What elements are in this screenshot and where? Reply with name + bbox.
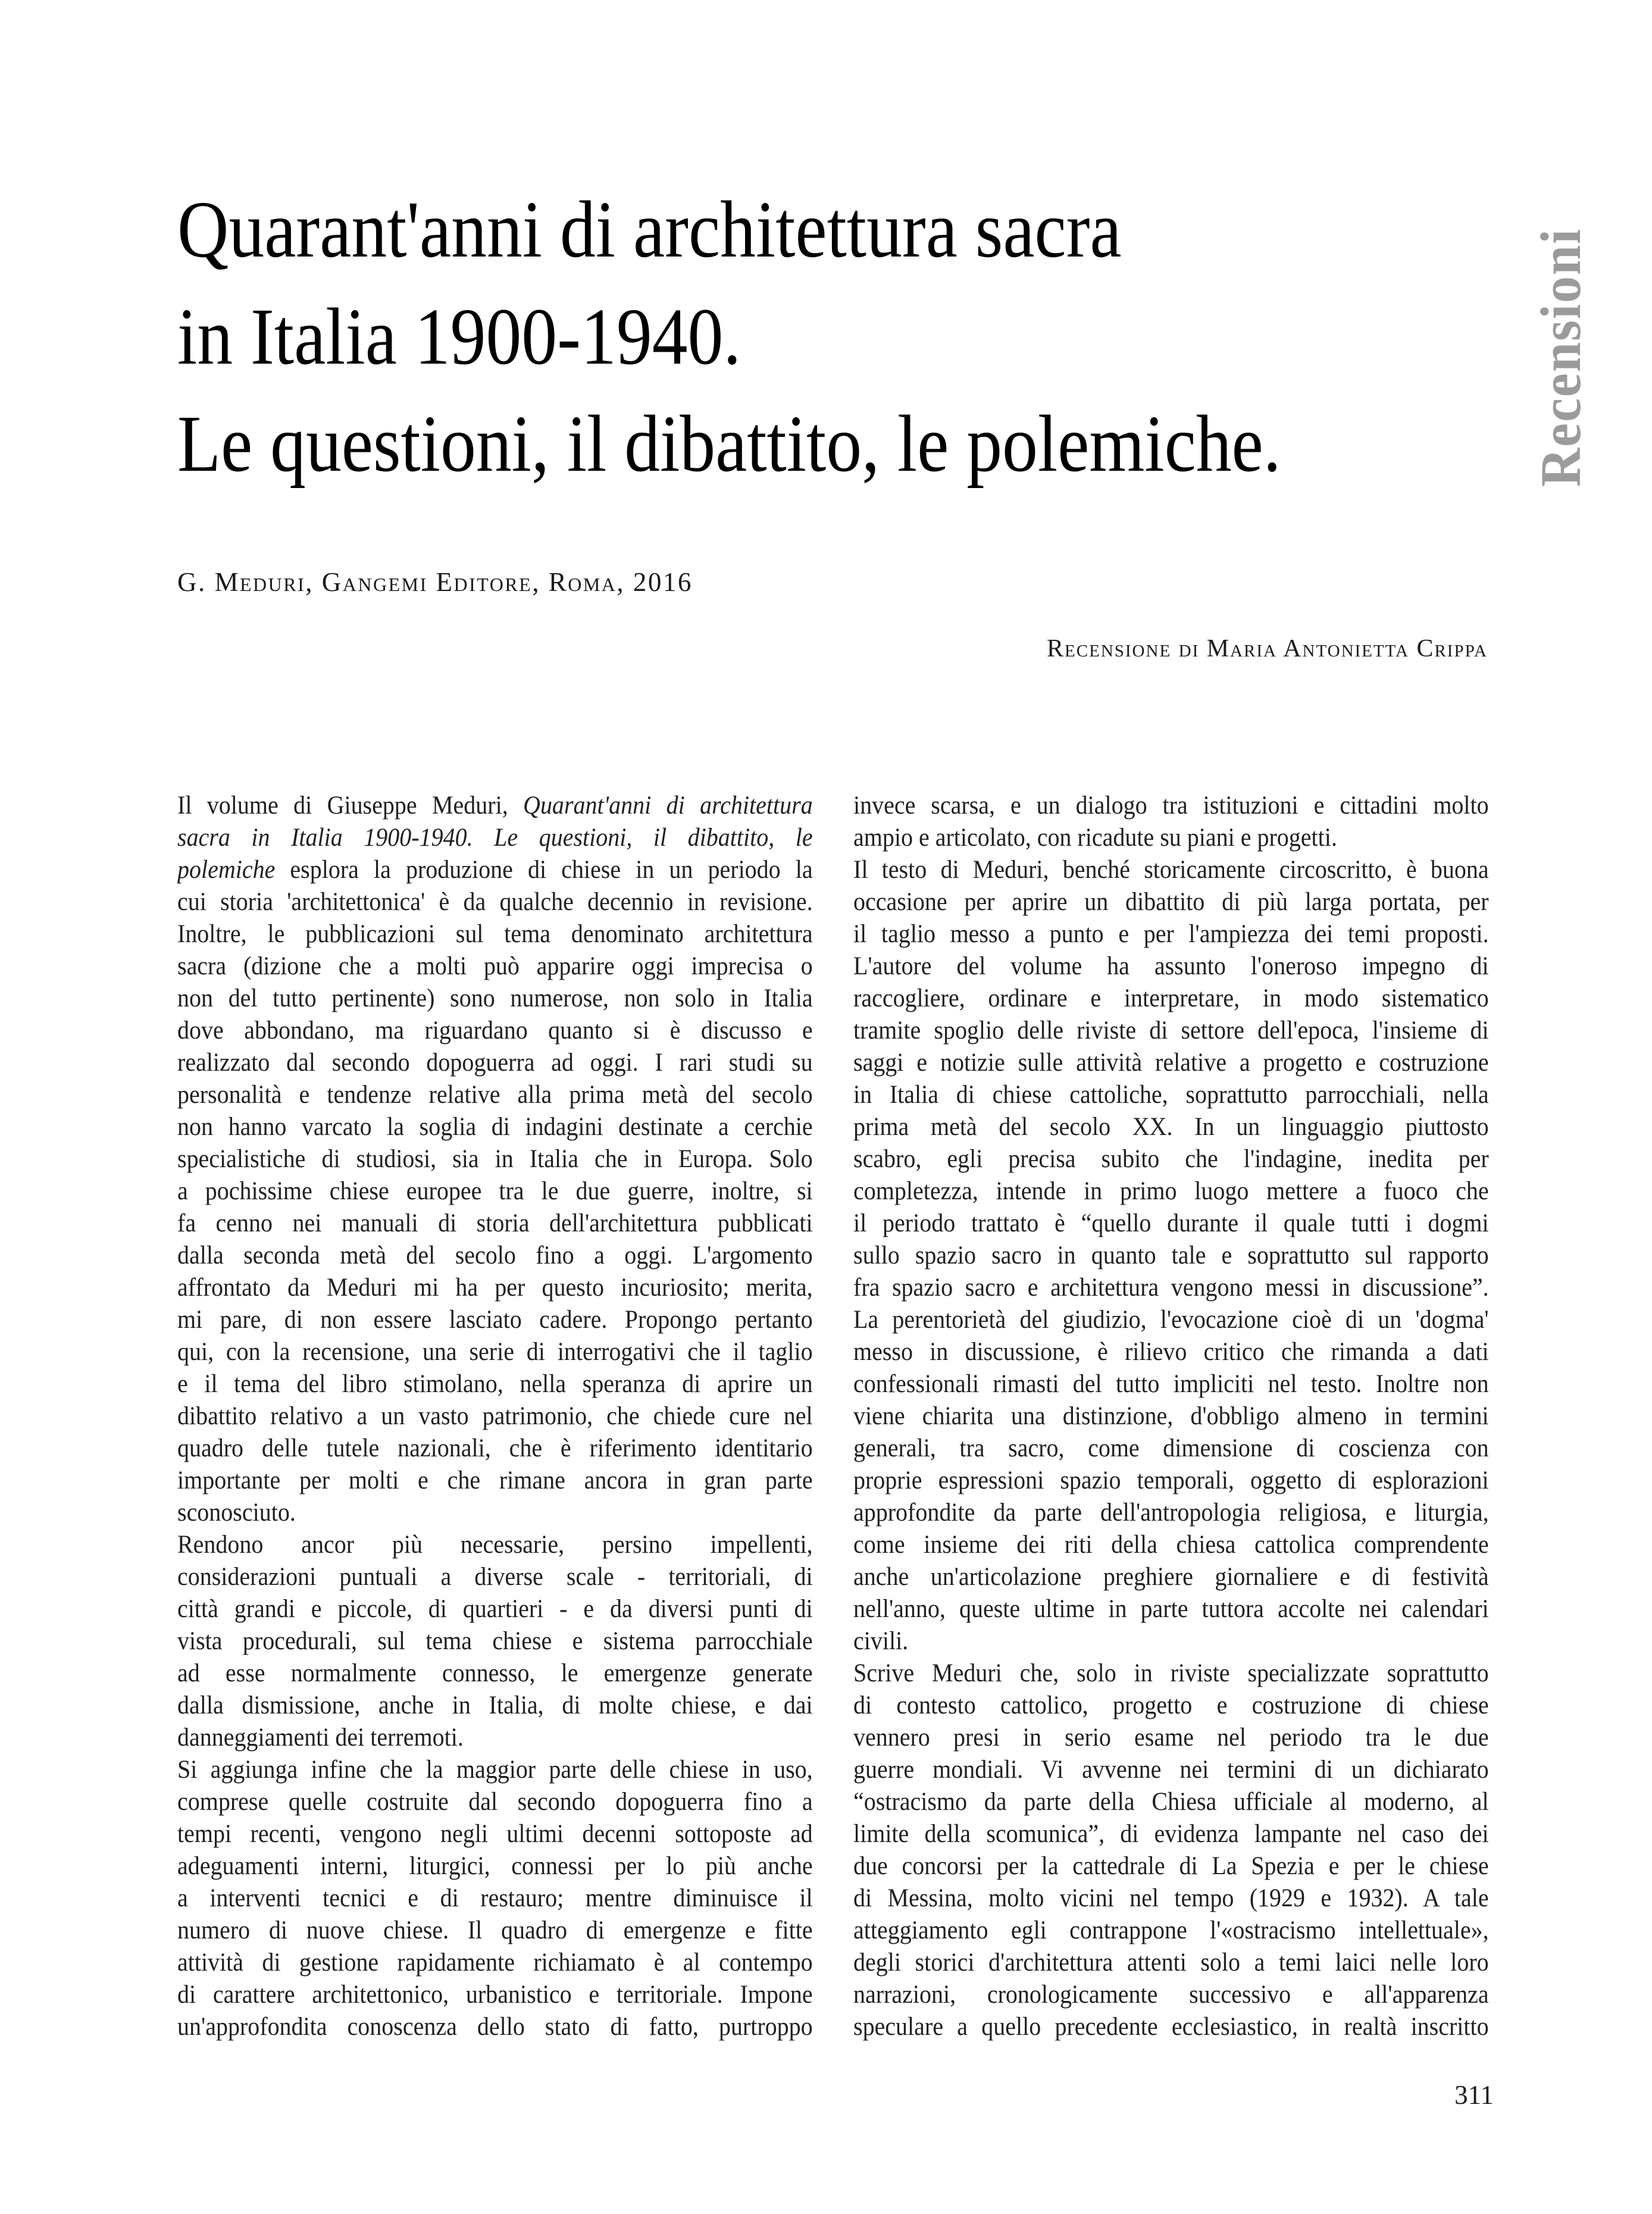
text-line: fra spazio sacro e architettura vengono messi in discussione”. xyxy=(853,1274,1489,1302)
text-line: occasione per aprire un dibattito di più larga portata, per xyxy=(853,888,1489,916)
text-line: dalla seconda metà del secolo fino a oggi. L'argomento xyxy=(177,1242,813,1269)
text-line: il taglio messo a punto e per l'ampiezza dei temi proposti. xyxy=(853,920,1489,948)
text-line: personalità e tendenze relative alla prima metà del secolo xyxy=(177,1081,813,1109)
text-line: Si aggiunga infine che la maggior parte delle chiese in uso, xyxy=(177,1756,813,1784)
text-line: numero di nuove chiese. Il quadro di emergenze e fitte xyxy=(177,1916,813,1944)
text-line: raccogliere, ordinare e interpretare, in modo sistematico xyxy=(853,984,1489,1012)
text-line: Scrive Meduri che, solo in riviste specializzate soprattutto xyxy=(853,1659,1489,1687)
text-line: saggi e notizie sulle attività relative a progetto e costruzione xyxy=(853,1049,1489,1077)
text-line: tramite spoglio delle riviste di settore dell'epoca, l'insieme di xyxy=(853,1017,1489,1045)
page-number: 311 xyxy=(1454,2080,1494,2110)
text-line: vista procedurali, sul tema chiese e sistema parrocchiale xyxy=(177,1627,813,1655)
title-line-2: in Italia 1900-1940. xyxy=(177,292,741,381)
text-line: di Messina, molto vicini nel tempo (1929 e 1932). A tale xyxy=(853,1884,1489,1912)
text-line: sullo spazio sacro in quanto tale e soprattutto sul rapporto xyxy=(853,1242,1489,1269)
text-line: invece scarsa, e un dialogo tra istituzioni e cittadini molto xyxy=(853,792,1489,820)
text-line: ampio e articolato, con ricadute su piani e progetti. xyxy=(853,824,1337,852)
text-line: guerre mondiali. Vi avvenne nei termini di un dichiarato xyxy=(853,1756,1489,1784)
text-line: come insieme dei riti della chiesa cattolica comprendente xyxy=(853,1531,1489,1559)
text-line: quadro delle tutele nazionali, che è riferimento identitario xyxy=(177,1434,813,1462)
text-line: il periodo trattato è “quello durante il quale tutti i dogmi xyxy=(853,1209,1489,1237)
column-left xyxy=(177,790,813,2043)
text-line: dibattito relativo a un vasto patrimonio, che chiede cure nel xyxy=(177,1402,813,1430)
text-line: tempi recenti, vengono negli ultimi decenni sottoposte ad xyxy=(177,1820,813,1848)
text-line: messo in discussione, è rilievo critico che rimanda a dati xyxy=(853,1338,1489,1366)
text-line: in Italia di chiese cattoliche, soprattutto parrocchiali, nella xyxy=(853,1081,1489,1109)
text-line: danneggiamenti dei terremoti. xyxy=(177,1724,464,1752)
text-line: dalla dismissione, anche in Italia, di molte chiese, e dai xyxy=(177,1691,813,1719)
text-line: affrontato da Meduri mi ha per questo incuriosito; merita, xyxy=(177,1274,813,1302)
text-line: dove abbondano, ma riguardano quanto si è discusso e xyxy=(177,1017,813,1045)
text-line: civili. xyxy=(853,1627,909,1655)
text-line: sconosciuto. xyxy=(177,1499,296,1527)
text-line: polemiche esplora la produzione di chiese in un periodo la xyxy=(177,856,813,884)
section-label-recensioni: Recensioni xyxy=(1529,228,1592,487)
text-line: due concorsi per la cattedrale di La Spezia e per le chiese xyxy=(853,1852,1489,1880)
text-line: un'approfondita conoscenza dello stato di fatto, purtroppo xyxy=(177,2013,813,2041)
text-line: attività di gestione rapidamente richiamato è al contempo xyxy=(177,1949,813,1977)
text-line: specialistiche di studiosi, sia in Italia che in Europa. Solo xyxy=(177,1145,813,1173)
text-line: a interventi tecnici e di restauro; mentre diminuisce il xyxy=(177,1884,813,1912)
text-line: scabro, egli precisa subito che l'indagine, inedita per xyxy=(853,1145,1489,1173)
text-line: “ostracismo da parte della Chiesa ufficiale al moderno, al xyxy=(853,1788,1489,1816)
text-line: non del tutto pertinente) sono numerose, non solo in Italia xyxy=(177,984,813,1012)
text-line: prima metà del secolo XX. In un linguaggio piuttosto xyxy=(853,1113,1489,1141)
text-line: anche un'articolazione preghiere giornaliere e di festività xyxy=(853,1563,1489,1591)
text-line: a pochissime chiese europee tra le due guerre, inoltre, si xyxy=(177,1177,813,1205)
text-line: speculare a quello precedente ecclesiastico, in realtà inscritto xyxy=(853,2013,1489,2041)
text-line: confessionali rimasti del tutto impliciti nel testo. Inoltre non xyxy=(853,1370,1489,1398)
text-line: e il tema del libro stimolano, nella speranza di aprire un xyxy=(177,1370,813,1398)
text-line: L'autore del volume ha assunto l'oneroso impegno di xyxy=(853,952,1489,980)
text-line: di carattere architettonico, urbanistico e territoriale. Impone xyxy=(177,1981,813,2009)
text-line: adeguamenti interni, liturgici, connessi per lo più anche xyxy=(177,1852,813,1880)
text-line: sacra in Italia 1900-1940. Le questioni, il dibattito, le xyxy=(177,824,813,852)
column-right xyxy=(853,790,1489,2043)
text-line: considerazioni puntuali a diverse scale - territoriali, di xyxy=(177,1563,813,1591)
publication-line: G. Meduri, Gangemi Editore, Roma, 2016 xyxy=(177,567,693,597)
text-line: mi pare, di non essere lasciato cadere. Propongo pertanto xyxy=(177,1306,813,1334)
text-line: sacra (dizione che a molti può apparire oggi imprecisa o xyxy=(177,952,813,980)
text-line: nell'anno, queste ultime in parte tuttora accolte nei calendari xyxy=(853,1595,1489,1623)
text-line: completezza, intende in primo luogo mettere a fuoco che xyxy=(853,1177,1489,1205)
title-line-3: Le questioni, il dibattito, le polemiche. xyxy=(177,399,1281,489)
text-line: generali, tra sacro, come dimensione di coscienza con xyxy=(853,1434,1489,1462)
text-line: narrazioni, cronologicamente successivo e all'apparenza xyxy=(853,1981,1489,2009)
text-line: vennero presi in serio esame nel periodo tra le due xyxy=(853,1724,1489,1752)
text-line: qui, con la recensione, una serie di interrogativi che il taglio xyxy=(177,1338,813,1366)
text-line: approfondite da parte dell'antropologia religiosa, e liturgia, xyxy=(853,1499,1489,1527)
text-line: comprese quelle costruite dal secondo dopoguerra fino a xyxy=(177,1788,813,1816)
text-line: Il volume di Giuseppe Meduri, Quarant'anni di architettura xyxy=(177,792,813,820)
text-line: ad esse normalmente connesso, le emergenze generate xyxy=(177,1659,813,1687)
text-line: non hanno varcato la soglia di indagini destinate a cerchie xyxy=(177,1113,813,1141)
text-line: importante per molti e che rimane ancora in gran parte xyxy=(177,1466,813,1494)
page-title xyxy=(177,176,1281,498)
text-line: Il testo di Meduri, benché storicamente circoscritto, è buona xyxy=(853,856,1489,884)
text-line: La perentorietà del giudizio, l'evocazione cioè di un 'dogma' xyxy=(853,1306,1489,1334)
text-line: viene chiarita una distinzione, d'obbligo almeno in termini xyxy=(853,1402,1489,1430)
text-line: fa cenno nei manuali di storia dell'architettura pubblicati xyxy=(177,1209,813,1237)
text-line: atteggiamento egli contrappone l'«ostracismo intellettuale», xyxy=(853,1916,1489,1944)
text-line: limite della scomunica”, di evidenza lampante nel caso dei xyxy=(853,1820,1489,1848)
text-line: Inoltre, le pubblicazioni sul tema denominato architettura xyxy=(177,920,813,948)
text-line: degli storici d'architettura attenti solo a temi laici nelle loro xyxy=(853,1949,1489,1977)
title-line-1: Quarant'anni di architettura sacra xyxy=(177,185,1122,274)
text-line: proprie espressioni spazio temporali, oggetto di esplorazioni xyxy=(853,1466,1489,1494)
text-line: cui storia 'architettonica' è da qualche decennio in revisione. xyxy=(177,888,813,916)
text-line: Rendono ancor più necessarie, persino impellenti, xyxy=(177,1531,813,1559)
text-line: di contesto cattolico, progetto e costruzione di chiese xyxy=(853,1691,1489,1719)
text-line: realizzato dal secondo dopoguerra ad oggi. I rari studi su xyxy=(177,1049,813,1077)
text-line: città grandi e piccole, di quartieri - e da diversi punti di xyxy=(177,1595,813,1623)
reviewer-line: Recensione di Maria Antonietta Crippa xyxy=(1047,635,1488,662)
